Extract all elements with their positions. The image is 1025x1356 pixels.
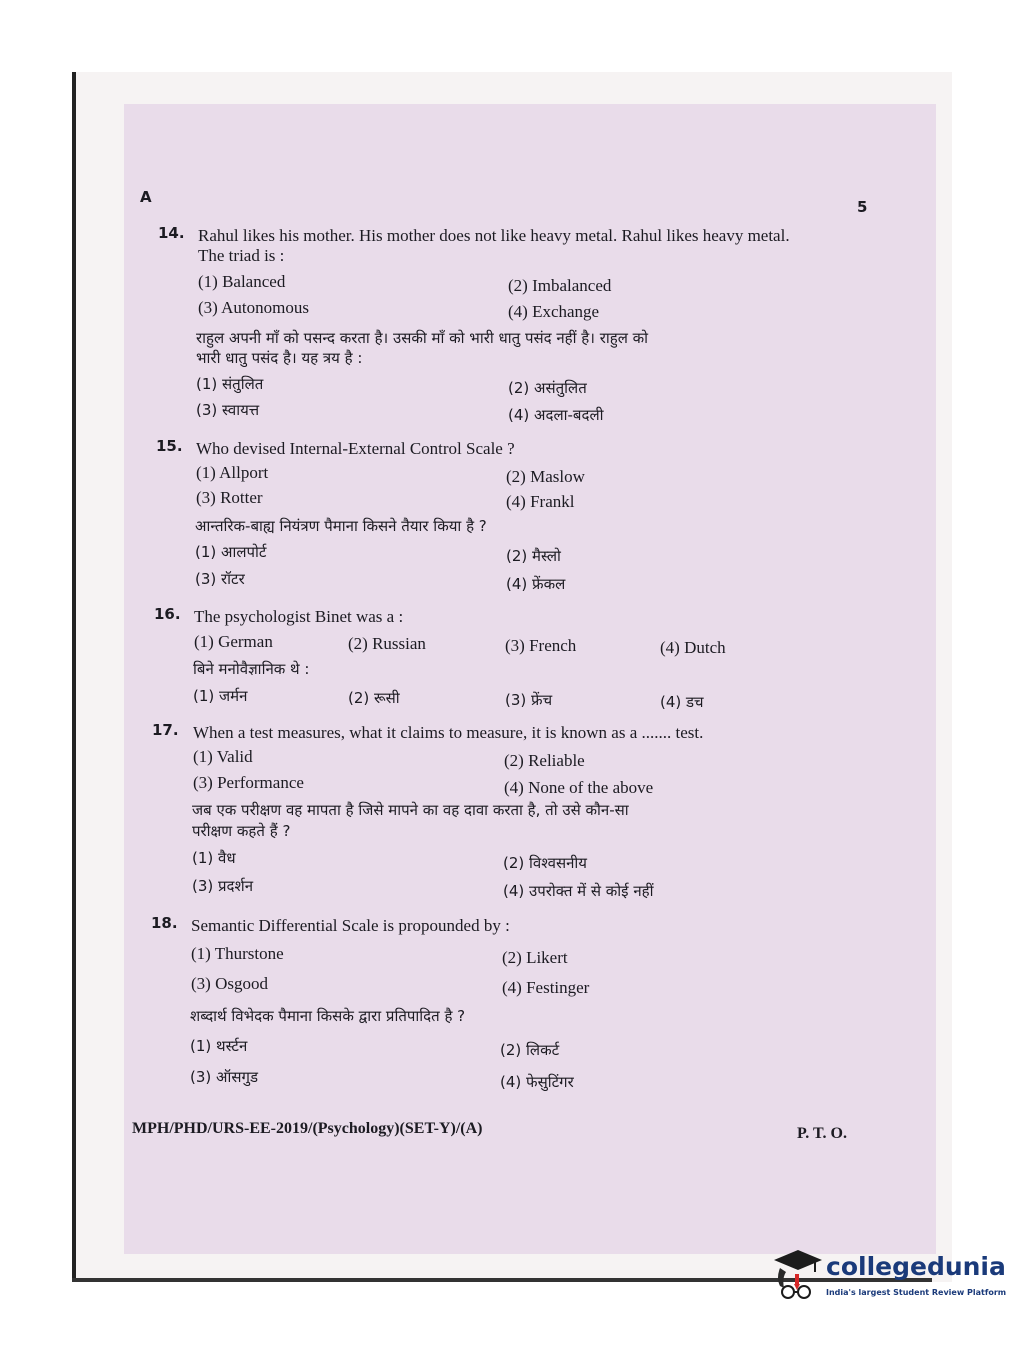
- question-text: The triad is :: [198, 246, 285, 265]
- option-hindi: (1) वैध: [192, 849, 236, 867]
- question-number: 15.: [156, 437, 183, 455]
- pto-label: P. T. O.: [797, 1125, 847, 1142]
- option-hindi: (4) डच: [660, 693, 704, 711]
- option: (2) Imbalanced: [508, 276, 612, 295]
- option-hindi: (3) स्वायत्त: [196, 401, 260, 419]
- page-number: 5: [857, 198, 868, 216]
- option-hindi: (2) विश्वसनीय: [503, 854, 588, 872]
- question-text-hindi: बिने मनोवैज्ञानिक थे :: [193, 660, 310, 678]
- question-text-hindi: भारी धातु पसंद है। यह त्रय है :: [196, 349, 363, 367]
- option-hindi: (1) संतुलित: [196, 375, 264, 393]
- question-text: When a test measures, what it claims to measure, it is known as a ....... test.: [193, 723, 704, 742]
- question-text-hindi: परीक्षण कहते हैं ?: [192, 822, 291, 840]
- question-number: 16.: [154, 605, 181, 623]
- option: (2) Russian: [348, 634, 426, 653]
- option-hindi: (2) रूसी: [348, 689, 400, 707]
- question-text: Who devised Internal-External Control Scale ?: [196, 439, 515, 458]
- collegedunia-logo: [768, 1248, 1007, 1312]
- option-hindi: (1) आलपोर्ट: [195, 543, 267, 561]
- option-hindi: (3) ऑसगुड: [190, 1068, 258, 1086]
- option-hindi: (4) फेसुटिंगर: [500, 1073, 574, 1091]
- option-hindi: (2) असंतुलित: [508, 379, 587, 397]
- option: (3) French: [505, 636, 577, 655]
- option-hindi: (3) रॉटर: [195, 570, 245, 588]
- option: (2) Maslow: [506, 467, 585, 486]
- option: (3) Rotter: [196, 488, 263, 507]
- option: (4) Dutch: [660, 638, 726, 657]
- option-hindi: (4) उपरोक्त में से कोई नहीं: [503, 882, 654, 900]
- question-text-hindi: जब एक परीक्षण वह मापता है जिसे मापने का वह दावा करता है, तो उसे कौन-सा: [192, 801, 629, 819]
- option: (3) Osgood: [191, 974, 268, 993]
- paper-code: MPH/PHD/URS-EE-2019/(Psychology)(SET-Y)/(A): [132, 1120, 483, 1137]
- question-text: Semantic Differential Scale is propounded by :: [191, 916, 510, 935]
- option-hindi: (1) थर्स्टन: [190, 1037, 248, 1055]
- question-text-hindi: शब्दार्थ विभेदक पैमाना किसके द्वारा प्रतिपादित है ?: [190, 1007, 466, 1025]
- option: (1) Thurstone: [191, 944, 284, 963]
- option: (2) Reliable: [504, 751, 585, 770]
- question-number: 14.: [158, 224, 185, 242]
- question-text-hindi: आन्तरिक-बाह्य नियंत्रण पैमाना किसने तैयार किया है ?: [195, 517, 487, 535]
- set-letter: A: [140, 188, 152, 206]
- option: (1) Balanced: [198, 272, 286, 291]
- option: (1) Allport: [196, 463, 269, 482]
- question-text-hindi: राहुल अपनी माँ को पसन्द करता है। उसकी माँ को भारी धातु पसंद नहीं है। राहुल को: [196, 329, 649, 347]
- option-hindi: (1) जर्मन: [193, 687, 248, 705]
- mascot-icon: [768, 1248, 824, 1312]
- option-hindi: (3) प्रदर्शन: [192, 877, 254, 895]
- option-hindi: (2) मैस्लो: [506, 547, 561, 565]
- option: (3) Performance: [193, 773, 304, 792]
- question-number: 17.: [152, 721, 179, 739]
- option: (2) Likert: [502, 948, 568, 967]
- option: (3) Autonomous: [198, 298, 309, 317]
- option: (4) Exchange: [508, 302, 600, 321]
- option-hindi: (3) फ्रेंच: [505, 691, 553, 709]
- option-hindi: (2) लिकर्ट: [500, 1041, 560, 1059]
- logo-tagline: India's largest Student Review Platform: [826, 1288, 1007, 1297]
- option-hindi: (4) फ्रेंकल: [506, 575, 566, 593]
- option: (4) None of the above: [504, 778, 654, 797]
- option: (1) German: [194, 632, 273, 651]
- logo-wordmark: collegedunia: [826, 1252, 1006, 1281]
- scan-edge-left: [72, 72, 76, 1282]
- option: (4) Festinger: [502, 978, 590, 997]
- question-number: 18.: [151, 914, 178, 932]
- question-text: The psychologist Binet was a :: [194, 607, 404, 626]
- option: (1) Valid: [193, 747, 253, 766]
- option-hindi: (4) अदला-बदली: [508, 406, 604, 424]
- question-text: Rahul likes his mother. His mother does not like heavy metal. Rahul likes heavy metal.: [198, 226, 790, 245]
- option: (4) Frankl: [506, 492, 575, 511]
